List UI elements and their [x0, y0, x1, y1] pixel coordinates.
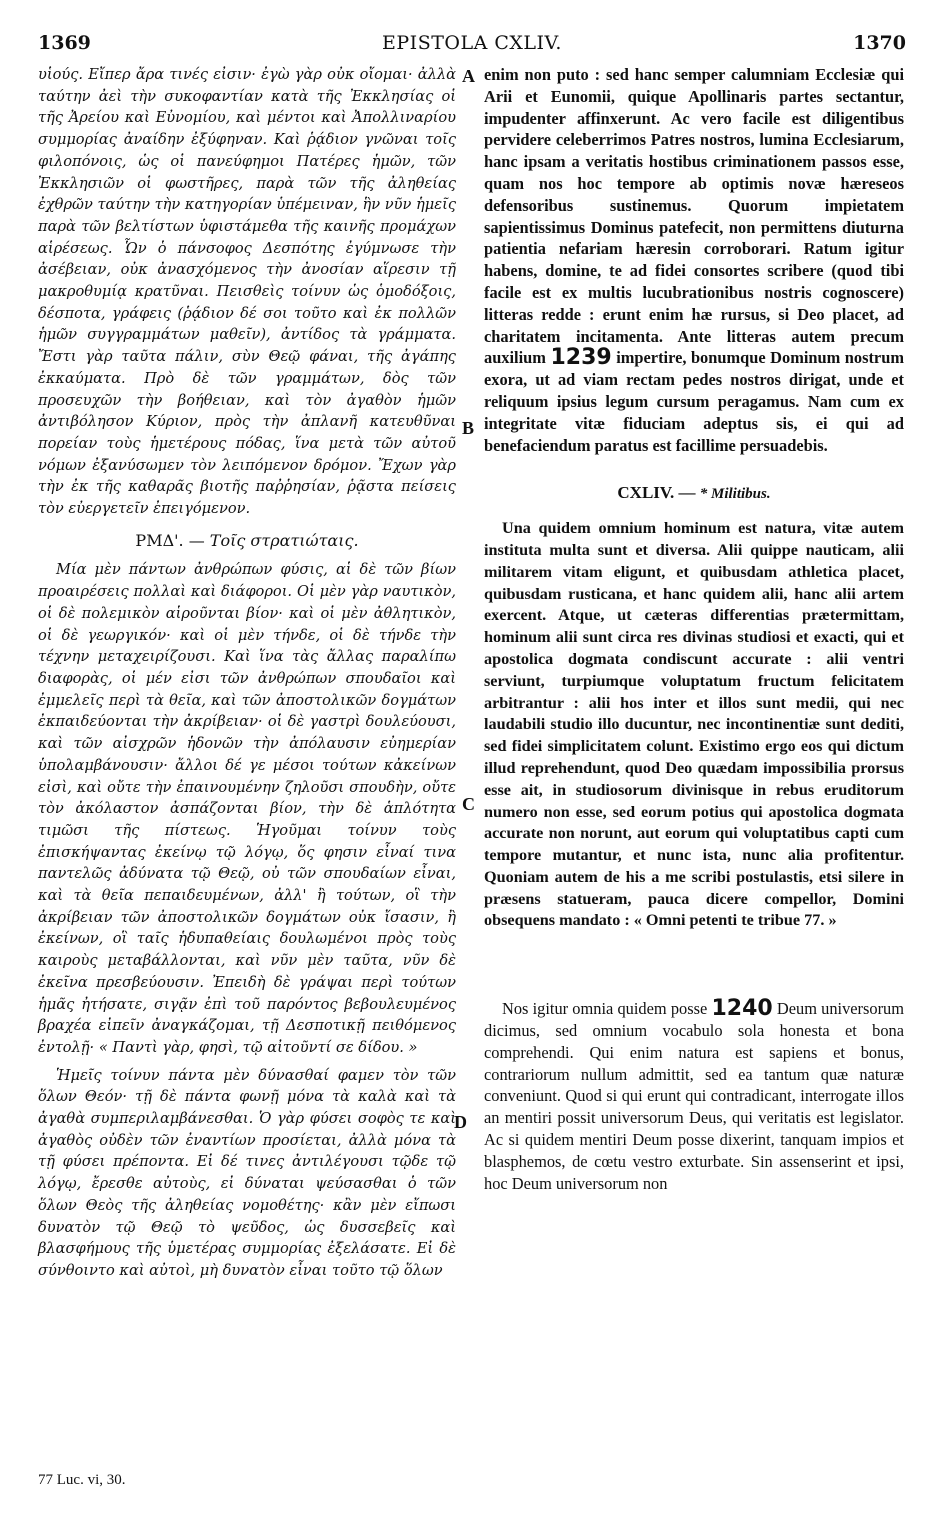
latin-paragraph-3: [484, 998, 904, 1194]
greek-section-number: ΡΜΔ'. —: [135, 530, 205, 550]
column-gap: [484, 932, 904, 998]
latin-paragraph-1-cont: impertire, bonumque Dominum nostrum exora, ut ad viam rectam pedes nostros dirigat, unde et reliquum ipsius legum cursum peragamus. Nam cum ex integritate vitæ fiduciam adeptus sis, ei qui ad benefaciendum paratus est facillime persuadebis.: [484, 348, 904, 455]
latin-paragraph-3-text: Nos igitur omnia quidem posse: [502, 999, 708, 1019]
latin-section-number: CXLIV. —: [617, 483, 696, 503]
running-header: [38, 32, 906, 60]
greek-section-heading: [38, 530, 456, 552]
margin-letter-c: C: [462, 794, 475, 814]
greek-paragraph-1: υἱούς. Εἴπερ ἄρα τινές εἰσιν· ἐγὼ γὰρ οὐκ οἴομαι· ἀλλὰ ταύτην ἀεὶ τὴν συκοφαντίαν κατὰ τῆς Ἐκκλησίας οἱ τῆς Ἀρείου καὶ Εὐνομίου, καὶ μέντοι καὶ Ἀπολλιναρίου συμμορίας ἀναίδην ἐξύφηναν. Καὶ ῥᾴδιον γνῶναι τοῖς φιλοπόνοις, ὡς οἱ πανεύφημοι Πατέρες ἡμῶν, τῶν Ἐκκλησιῶν οἱ φωστῆρες, παρὰ τῶν τῆς ἀληθείας ἐχθρῶν ταύτην τὴν κατηγορίαν ὑπέμειναν, ἣν νῦν ἡμεῖς παρὰ τῶν βελτίστων ὑφιστάμεθα τῆς καινῆς προμάχων αἱρέσεως. Ὧν ὁ πάνσοφος Δεσπότης ἐγύμνωσε τὴν ἀσέβειαν, οὐκ ἀνασχόμενος τὴν ἀνοσίαν αἵρεσιν τῇ μακροθυμίᾳ κρατῦναι. Πεισθεὶς τοίνυν ὡς ὁμοδόξοις, δέσποτα, γράφεις (ῥᾴδιον δέ σοι τοῦτο καὶ ἐκ πολλῶν ἡμῶν συγγραμμάτων μαθεῖν), ἀντίδος τὰ γράμματα. Ἔστι γὰρ ταῦτα πάλιν, σὺν Θεῷ φάναι, τῆς ἀγάπης ἐκκαύματα. Πρὸ δὲ τῶν γραμμάτων, δὸς τῶν προσευχῶν τὴν βοήθειαν, καὶ τὸν ἀγαθὸν ἡμῶν ἀντιβόλησον Κύριον, πρὸς τὴν ἀπλανῆ κατευθῦναι πορείαν τοὺς ἡμετέρους πόδας, ἵνα μετὰ τῶν αὐτοῦ νόμων ἐξανύσωμεν τὸν λειπόμενον δρόμον. Ἔχων γὰρ τὴν ἐκ τῆς καθαρᾶς βιοτῆς παῤῥησίαν, ῥᾷστα πείσεις τὸν εὐεργετεῖν ἐπειγόμενον.: [38, 66, 456, 518]
footnote: 77 Luc. vi, 30.: [38, 1472, 126, 1488]
margin-letter-b: B: [462, 418, 475, 438]
page-number-left: 1369: [38, 32, 91, 54]
column-number-1240: 1240: [711, 996, 773, 1022]
latin-section-title: * Militibus.: [699, 486, 771, 503]
latin-paragraph-1-text: enim non puto : sed hanc semper calumniam Ecclesiæ qui Arii et Eunomii, quique Apollinaris partes sectantur, impudenter affinxerunt. Ac vero facile est diligentibus pervidere celeberrimos Patres nostros, lumina Ecclesiarum, hanc ipsam a veritatis hostibus criminationem passos esse, quam nos hoc tempore ab optimis novæ hæreseos defensoribus sustinemus. Quorum impietatem sapientissimus Dominus patefecit, non permittens diuturna patientia nefariam hæresin corroborari. Ratum igitur habens, domine, te ad fidei consortes scribere (quod tibi facile est ex multis lucubrationibus nostris cognoscere) litteras redde : erunt enim hæ rursus, si Deo placet, ad charitatem incitamenta. Ante litteras autem precum auxilium: [484, 65, 904, 368]
greek-column: [38, 64, 456, 1282]
latin-column: [484, 64, 904, 1194]
greek-section-title: Τοῖς στρατιώταις.: [209, 530, 359, 550]
latin-section-heading: [484, 482, 904, 506]
running-title: EPISTOLA CXLIV.: [382, 32, 562, 54]
greek-paragraph-2: Μία μὲν πάντων ἀνθρώπων φύσις, αἱ δὲ τῶν βίων προαιρέσεις πολλαὶ καὶ διάφοροι. Οἱ μὲν γὰρ ναυτικὸν, οἱ δὲ πολεμικὸν αἱροῦνται βίον· καὶ οἱ μὲν ἀθλητικὸν, οἱ δὲ γεωργικόν· καὶ οἱ μὲν τήνδε, οἱ δὲ τήνδε τὴν τέχνην μεταχειρίζουσι. Καὶ ἵνα τὰς ἄλλας παραλίπω διαφορὰς, οἱ μέν εἰσι τῶν ἀνθρώπων σπουδαῖοι καὶ ἐμμελεῖς περὶ τὰ θεῖα, καὶ τῶν ἀποστολικῶν δογμάτων ἐκπαιδεύονται τὴν ἀκρίβειαν· οἱ δὲ γαστρὶ δουλεύουσι, καὶ τῶν αἰσχρῶν ἡδονῶν τὴν ἀπόλαυσιν εὐημερίαν ὑπολαμβάνουσιν· ἄλλοι δέ γε μέσοι τούτων κἀκείνων εἰσὶ, καὶ οὔτε τὴν ἐπαινουμένην ζηλοῦσι σπουδὴν, οὔτε τὸν ἀκόλαστον ἀσπάζονται βίον, τὴν δὲ ἁπλότητα τιμῶσι τῆς πίστεως. Ἡγοῦμαι τοίνυν τοὺς ἐπισκήψαντας ἐκείνῳ τῷ λόγῳ, ὅς φησιν εἶναί τινα παντελῶς ἀδύνατα τῷ Θεῷ, οὐ τῶν σπουδαίων εἶναι, καὶ τὰ θεῖα πεπαιδευμένων, ἀλλ' ἢ τούτων, οἳ τὴν ἀκρίβειαν τῶν ἀποστολικῶν δογμάτων οὐκ ἴσασιν, ἢ ἐκείνων, οἳ ταῖς ἡδυπαθείαις δουλωμένοι πρὸς τοὺς καιροὺς μεταβάλλονται, καὶ νῦν μὲν ταῦτα, νῦν δὲ ἐκεῖνα πρεσβεύουσιν. Ἐπειδὴ δὲ γράψαι περὶ τούτων ἡμᾶς ἠτήσατε, σιγᾷν ἐπὶ τοῦ παρόντος βεβουλευμένος βραχέα εἰπεῖν ἀναγκάζομαι, τῇ Δεσποτικῇ πειθόμενος ἐντολῇ· « Παντὶ γὰρ, φησὶ, τῷ αἰτοῦντί σε δίδου. »: [38, 561, 456, 1056]
column-number-1239: 1239: [550, 345, 612, 371]
margin-letter-d: D: [454, 1112, 467, 1132]
page-number-right: 1370: [853, 32, 906, 54]
latin-paragraph-1: [484, 64, 904, 456]
latin-paragraph-2: Una quidem omnium hominum est natura, vitæ autem instituta multa sunt et diversa. Alii quippe nauticam, alii militarem vitam eligunt, et quibusdam athletica placet, quibusdam rusticana, et hanc quidem alii, hanc alii artem exercent. Atque, ut cæteras differentias prætermittam, hominum alii sunt circa res divinas studiosi et exacti, qui et apostolica dogmata condiscunt accurate : alii ventri serviunt, turpiumque voluptatum fructum felicitatem arbitrantur : alii hos inter et illos sunt medii, qui nec laudabili studio illo ducuntur, nec incontinentiæ sunt dediti, sed fidei simplicitatem colunt. Existimo ergo eos qui dictum illud reprehendunt, quod Deo quædam impossibilia prorsus esse ait, in studiosorum divinisque in rebus eruditorum numero non esse, sed eorum potius qui apostolica dogmata accurate non norunt, aut eorum qui voluptatibus capti cum tempore mutantur, et nunc ista, nunc alia profitentur. Quoniam autem de his a me scribi postulastis, etsi silere in præsens statueram, pauca dicere compellor, Domini obsequens mandato : « Omni petenti te tribue 77. »: [484, 519, 904, 930]
greek-paragraph-3: Ἡμεῖς τοίνυν πάντα μὲν δύνασθαί φαμεν τὸν τῶν ὅλων Θεόν· τῇ δὲ πάντα φωνῇ μόνα τὰ καλὰ καὶ τὰ ἀγαθὰ συμπεριλαμβάνεσθαι. Ὁ γὰρ φύσει σοφὸς τε καὶ ἀγαθὸς οὐδὲν τῶν ἐναντίων προσίεται, ἀλλὰ μόνα τὰ τῇ φύσει πρέποντα. Εἰ δέ τινες ἀντιλέγουσι τῷδε τῷ λόγῳ, ἔρεσθε αὐτοὺς, εἰ δύναται ψεύσασθαι ὁ τῶν ὅλων Θεὸς τῆς ἀληθείας νομοθέτης· κἂν μὲν εἴπωσι δυνατὸν τῷ Θεῷ τὸ ψεῦδος, ὡς δυσσεβεῖς καὶ βλασφήμους τῆς ὑμετέρας συμμορίας ἐξελάσατε. Εἰ δὲ σύνθοιντο καὶ αὐτοὶ, μὴ δυνατὸν εἶναι τοῦτο τῷ ὅλων: [38, 1066, 456, 1279]
latin-paragraph-3-cont: Deum universorum dicimus, sed omnium vocabulo sola honesta et bona comprehendi. Qui enim natura est sapiens et bonus, contrariorum nullum admittit, sed ea tantum quæ naturæ conveniunt. Quod si qui erunt qui contradicant, interrogate illos an mentiri possit universorum Deus, qui veritatis est legislator. Ac si quidem mentiri Deum posse dixerint, tanquam impios et blasphemos, de cœtu vestro exturbate. Sin assenserint et ipsi, hoc Deum universorum non: [484, 999, 904, 1193]
margin-letter-a: A: [462, 66, 475, 86]
